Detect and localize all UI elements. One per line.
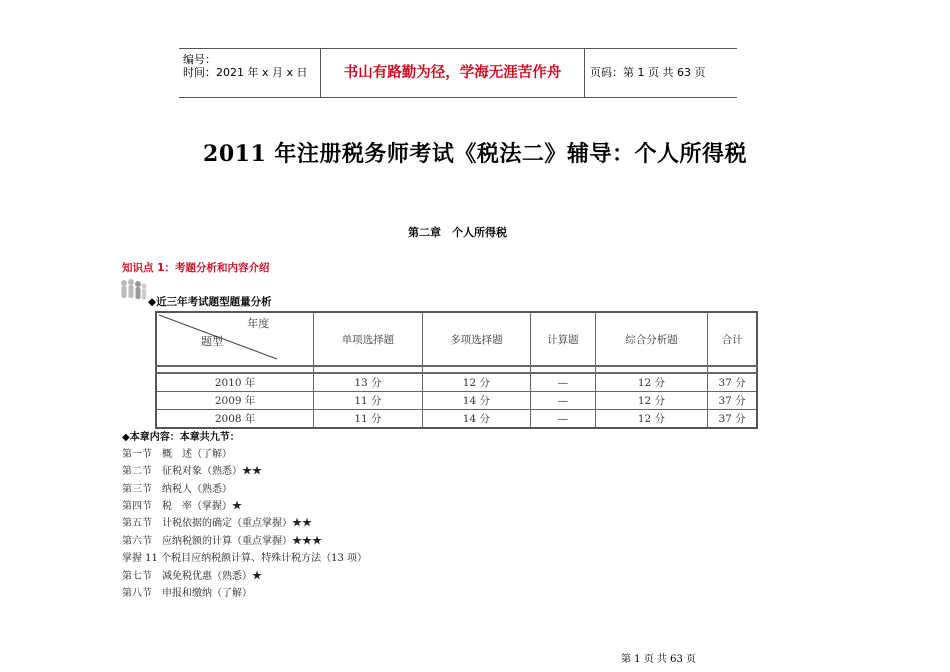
col-header: 多项选择题 [422, 312, 530, 366]
table-cell: 12 分 [595, 373, 707, 392]
section-text: 应纳税额的计算（重点掌握）★★★ [162, 536, 322, 547]
table-row [156, 410, 757, 429]
table-cell: 11 分 [314, 392, 422, 410]
list-item [122, 462, 262, 477]
list-item [122, 480, 232, 495]
list-item [122, 567, 262, 582]
col-header: 合计 [708, 312, 757, 366]
exam-score-table [155, 311, 758, 429]
diagonal-line [157, 313, 314, 365]
code-label: 编号： [183, 53, 216, 66]
section-number: 第二节 [122, 466, 152, 477]
table-cell: 12 分 [595, 392, 707, 410]
section-text: 申报和缴纳（了解） [162, 588, 252, 599]
table-cell: — [531, 392, 596, 410]
diagonal-header-cell [156, 312, 314, 366]
header-motto-cell [320, 49, 585, 97]
section-number: 第三节 [122, 484, 152, 495]
header-meta-cell [179, 49, 320, 97]
table-header-row [156, 312, 757, 366]
table-cell: 12 分 [422, 373, 530, 392]
time-label: 时间：2021 年 x 月 x 日 [183, 66, 308, 79]
table-cell: 2010 年 [156, 373, 314, 392]
table-cell: 37 分 [708, 373, 757, 392]
page-info: 页码：第 1 页 共 63 页 [590, 66, 706, 79]
section-text: 征税对象（熟悉）★★ [162, 466, 262, 477]
motto-text: 书山有路勤为径，学海无涯苦作舟 [343, 65, 562, 81]
list-item [122, 514, 312, 529]
col-header: 综合分析题 [595, 312, 707, 366]
section-number: 第六节 [122, 536, 152, 547]
col-header: 单项选择题 [314, 312, 422, 366]
section-number: 第五节 [122, 518, 152, 529]
list-item [122, 445, 232, 460]
section-text: 概 述（了解） [162, 449, 232, 460]
table-row [156, 373, 757, 392]
section-text: 计税依据的确定（重点掌握）★★ [162, 518, 312, 529]
page-title: 2011 年注册税务师考试《税法二》辅导：个人所得税 [203, 141, 747, 167]
table-cell: — [531, 410, 596, 429]
table-cell: 14 分 [422, 392, 530, 410]
contents-heading: ◆本章内容：本章共九节： [122, 432, 240, 443]
table-cell: — [531, 373, 596, 392]
list-item [122, 584, 252, 599]
table-separator-row [156, 366, 757, 373]
section-number: 第四节 [122, 501, 152, 512]
analysis-heading: ◆近三年考试题型题量分析 [148, 296, 272, 308]
section-number: 第七节 [122, 571, 152, 582]
table-cell: 14 分 [422, 410, 530, 429]
table-row [156, 392, 757, 410]
section-text: 掌握 11 个税目应纳税额计算、特殊计税方法（13 项） [122, 553, 367, 564]
table-cell: 37 分 [708, 410, 757, 429]
header-page-cell [584, 49, 737, 97]
section-number: 第一节 [122, 449, 152, 460]
diag-type-label: 题型 [201, 335, 223, 348]
section-text: 税 率（掌握）★ [162, 501, 242, 512]
col-header: 计算题 [531, 312, 596, 366]
page-footer: 第 1 页 共 63 页 [621, 654, 696, 665]
knowledge-point-heading: 知识点 1：考题分析和内容介绍 [122, 262, 270, 274]
table-cell: 11 分 [314, 410, 422, 429]
list-item [122, 532, 322, 547]
section-number: 第八节 [122, 588, 152, 599]
document-header [179, 48, 737, 98]
diag-year-label: 年度 [247, 317, 270, 330]
table-cell: 12 分 [595, 410, 707, 429]
people-group-icon [118, 277, 148, 305]
list-item [122, 549, 367, 564]
table-cell: 2008 年 [156, 410, 314, 429]
section-text: 纳税人（熟悉） [162, 484, 232, 495]
list-item [122, 497, 242, 512]
table-cell: 13 分 [314, 373, 422, 392]
table-cell: 37 分 [708, 392, 757, 410]
table-cell: 2009 年 [156, 392, 314, 410]
chapter-heading: 第二章 个人所得税 [408, 226, 507, 239]
section-text: 减免税优惠（熟悉）★ [162, 571, 262, 582]
